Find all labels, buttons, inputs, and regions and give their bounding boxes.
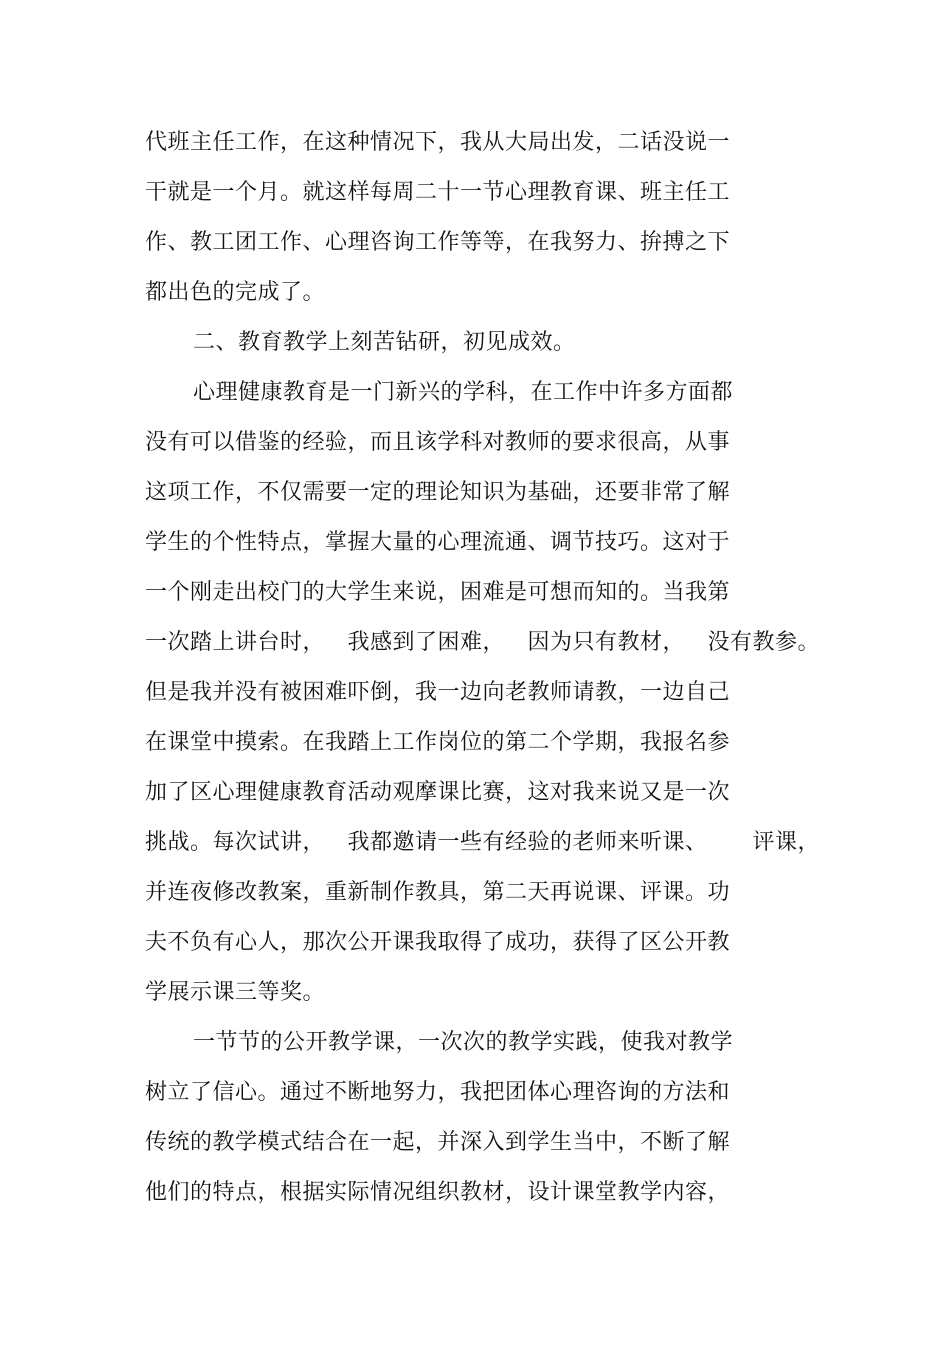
text-line: 挑战。每次试讲， 我都邀请一些有经验的老师来听课、 评课， <box>145 830 820 855</box>
text-line: 学展示课三等奖。 <box>145 980 326 1005</box>
text-line: 一节节的公开教学课，一次次的教学实践，使我对教学 <box>193 1030 734 1055</box>
text-line: 都出色的完成了。 <box>145 280 326 305</box>
text-line: 但是我并没有被困难吓倒，我一边向老教师请教，一边自己 <box>145 680 731 705</box>
text-line: 一次踏上讲台时， 我感到了困难， 因为只有教材， 没有教参。 <box>145 630 820 655</box>
text-line: 干就是一个月。就这样每周二十一节心理教育课、班主任工 <box>145 180 731 205</box>
text-line: 他们的特点，根据实际情况组织教材，设计课堂教学内容， <box>145 1180 731 1205</box>
text-line: 并连夜修改教案，重新制作教具，第二天再说课、评课。功 <box>145 880 731 905</box>
text-line: 代班主任工作，在这种情况下，我从大局出发，二话没说一 <box>145 130 731 155</box>
text-line: 没有可以借鉴的经验，而且该学科对教师的要求很高，从事 <box>145 430 731 455</box>
text-line: 学生的个性特点，掌握大量的心理流通、调节技巧。这对于 <box>145 530 731 555</box>
text-line: 加了区心理健康教育活动观摩课比赛，这对我来说又是一次 <box>145 780 731 805</box>
text-line: 这项工作，不仅需要一定的理论知识为基础，还要非常了解 <box>145 480 731 505</box>
section-heading: 二、教育教学上刻苦钻研，初见成效。 <box>193 330 576 355</box>
text-line: 一个刚走出校门的大学生来说，困难是可想而知的。当我第 <box>145 580 731 605</box>
text-line: 作、教工团工作、心理咨询工作等等，在我努力、拚搏之下 <box>145 230 731 255</box>
text-line: 树立了信心。通过不断地努力，我把团体心理咨询的方法和 <box>145 1080 731 1105</box>
text-line: 传统的教学模式结合在一起，并深入到学生当中，不断了解 <box>145 1130 731 1155</box>
text-line: 夫不负有心人，那次公开课我取得了成功，获得了区公开教 <box>145 930 731 955</box>
text-line: 在课堂中摸索。在我踏上工作岗位的第二个学期，我报名参 <box>145 730 731 755</box>
text-line: 心理健康教育是一门新兴的学科，在工作中许多方面都 <box>193 380 734 405</box>
